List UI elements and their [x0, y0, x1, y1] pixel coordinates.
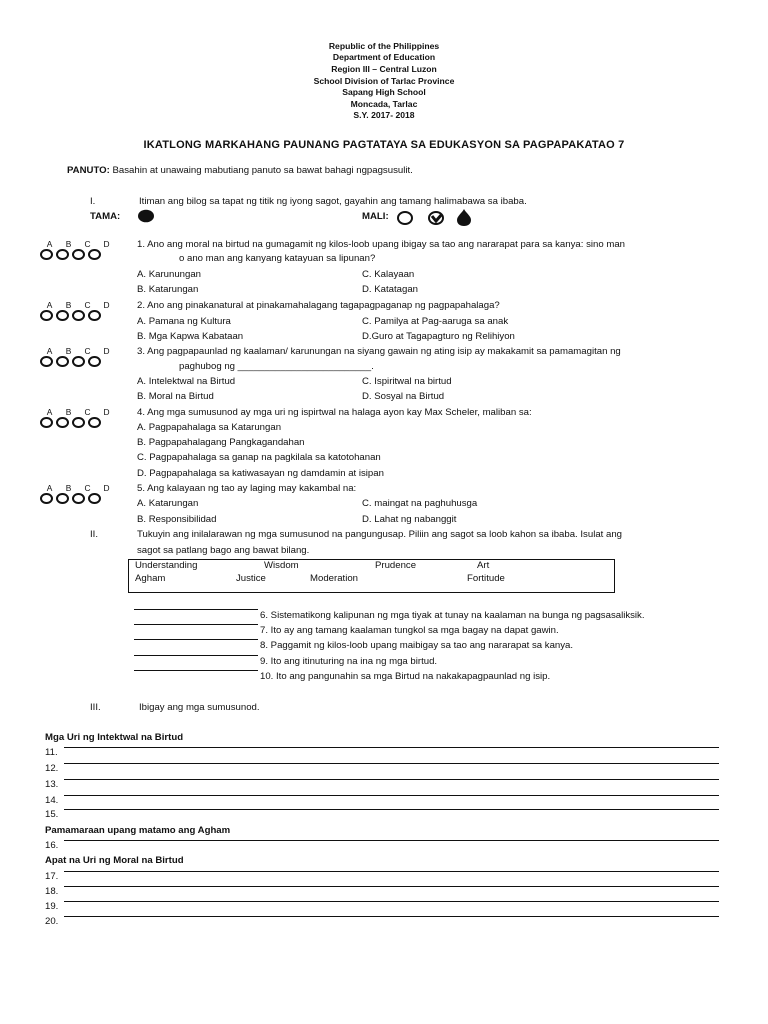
option-2a: A. Pamana ng Kultura [137, 316, 231, 327]
header-line-1: Republic of the Philippines [328, 41, 440, 51]
bubble-b[interactable] [56, 417, 69, 428]
answer-bubbles-q4 [40, 407, 116, 428]
bubble-letter: C [84, 407, 91, 417]
header-line-6: Moncada, Tarlac [350, 99, 418, 109]
option-5b: B. Responsibilidad [137, 514, 217, 525]
bubble-letter: A [46, 300, 53, 310]
bubble-a[interactable] [40, 356, 53, 367]
part3-instruction: Ibigay ang mga sumusunod. [139, 702, 260, 713]
option-3a: A. Intelektwal na Birtud [137, 376, 236, 387]
bubble-letter: D [103, 300, 110, 310]
panuto-label: PANUTO: [67, 165, 110, 176]
item-8: 8. Paggamit ng kilos-loob upang maibigay sa tao ang nararapat sa kanya. [260, 640, 574, 651]
bubble-letter: D [103, 407, 110, 417]
bubble-letter: B [65, 239, 72, 249]
bubble-b[interactable] [56, 493, 69, 504]
bubble-a[interactable] [40, 249, 53, 260]
option-4b: B. Pagpapahalagang Pangkagandahan [137, 437, 305, 448]
bubble-letter: A [46, 346, 53, 356]
option-4a: A. Pagpapahalaga sa Katarungan [137, 422, 282, 433]
answer-bubbles-q2 [40, 300, 116, 321]
answer-line-17[interactable] [64, 871, 719, 872]
page-title: IKATLONG MARKAHANG PAUNANG PAGTATAYA SA EDUKASYON SA PAGPAPAKATAO 7 [143, 139, 625, 151]
num-13: 13. [45, 779, 59, 790]
choices-box [128, 559, 615, 593]
choice-understanding: Understanding [135, 560, 198, 571]
mali-empty-circle-icon [398, 212, 412, 224]
answer-line-19[interactable] [64, 901, 719, 902]
mali-overfilled-circle-icon [457, 209, 471, 226]
choice-art: Art [477, 560, 490, 571]
bubble-c[interactable] [72, 310, 85, 321]
group2-title: Pamamaraan upang matamo ang Agham [45, 825, 231, 836]
option-2c: C. Pamilya at Pag-aaruga sa anak [362, 316, 509, 327]
item-10: 10. Ito ang pangunahin sa mga Birtud na nakakapagpaunlad ng isip. [260, 671, 551, 682]
panuto [67, 165, 413, 176]
answer-line-13[interactable] [64, 779, 719, 780]
part2-instruction-1: Tukuyin ang inilalarawan ng mga sumusunod na pangungusap. Piliin ang sagot sa loob kahon sa ibaba. Isulat ang [137, 529, 622, 540]
bubble-c[interactable] [72, 249, 85, 260]
question-2: 2. Ano ang pinakanatural at pinakamahalagang tagapagpaganap ng pagpapahalaga? [137, 300, 500, 311]
bubble-letter: C [84, 239, 91, 249]
header-line-7: S.Y. 2017- 2018 [353, 110, 415, 120]
bubble-letter: A [46, 407, 53, 417]
bubble-letter: C [84, 300, 91, 310]
tama-label: TAMA: [90, 211, 121, 222]
option-5c: C. maingat na paghuhusga [362, 498, 478, 509]
bubble-letter: B [65, 300, 72, 310]
num-20: 20. [45, 916, 59, 927]
bubble-a[interactable] [40, 493, 53, 504]
question-5: 5. Ang kalayaan ng tao ay laging may kakambal na: [137, 483, 357, 494]
question-1: 1. Ano ang moral na birtud na gumagamit ng kilos-loob upang ibigay sa tao ang nararapat para sa kanya: sino man [137, 239, 625, 250]
choice-fortitude: Fortitude [467, 573, 505, 584]
num-19: 19. [45, 901, 59, 912]
answer-bubbles-q1 [40, 239, 116, 260]
option-3b: B. Moral na Birtud [137, 391, 214, 402]
group1-title: Mga Uri ng Intektwal na Birtud [45, 732, 184, 743]
answer-line-15[interactable] [64, 809, 719, 810]
answer-line-11[interactable] [64, 747, 719, 748]
part1-roman: I. [90, 196, 96, 207]
item-6: 6. Sistematikong kalipunan ng mga tiyak at tunay na kaalaman na bunga ng pagsasaliksik. [260, 610, 645, 621]
bubble-letter: B [65, 483, 72, 493]
header-line-3: Region III – Central Luzon [331, 64, 437, 74]
bubble-a[interactable] [40, 310, 53, 321]
num-14: 14. [45, 795, 59, 806]
option-5a: A. Katarungan [137, 498, 199, 509]
option-1a: A. Karunungan [137, 269, 202, 280]
answer-line-14[interactable] [64, 795, 719, 796]
num-15: 15. [45, 809, 59, 820]
answer-blank-8[interactable] [134, 639, 258, 640]
answer-bubbles-q5 [40, 483, 116, 504]
option-4c: C. Pagpapahalaga sa ganap na pagkilala sa katotohanan [137, 452, 381, 463]
bubble-d[interactable] [88, 493, 101, 504]
answer-blank-6[interactable] [134, 609, 258, 610]
bubble-d[interactable] [88, 310, 101, 321]
num-17: 17. [45, 871, 59, 882]
answer-blank-7[interactable] [134, 624, 258, 625]
bubble-letter: B [65, 346, 72, 356]
answer-blank-10[interactable] [134, 670, 258, 671]
bubble-c[interactable] [72, 493, 85, 504]
option-2d: D.Guro at Tagapagturo ng Relihiyon [362, 331, 515, 342]
option-4d: D. Pagpapahalaga sa katiwasayan ng damdamin at isipan [137, 468, 384, 479]
option-5d: D. Lahat ng nabanggit [362, 514, 457, 525]
part2-instruction-2: sagot sa patlang bago ang bawat bilang. [137, 545, 310, 556]
item-9: 9. Ito ang itinuturing na ina ng mga birtud. [260, 656, 438, 667]
option-3d: D. Sosyal na Birtud [362, 391, 445, 402]
bubble-a[interactable] [40, 417, 53, 428]
option-1d: D. Katatagan [362, 284, 419, 295]
question-3-cont: paghubog ng _________________________. [179, 361, 374, 372]
bubble-letter: C [84, 483, 91, 493]
bubble-b[interactable] [56, 356, 69, 367]
question-1-cont: o ano man ang kanyang katayuan sa lipunan? [179, 253, 376, 264]
part2-roman: II. [90, 529, 98, 540]
bubble-d[interactable] [88, 356, 101, 367]
choice-moderation: Moderation [310, 573, 358, 584]
bubble-b[interactable] [56, 249, 69, 260]
bubble-d[interactable] [88, 417, 101, 428]
header-line-4: School Division of Tarlac Province [313, 76, 455, 86]
answer-bubbles-q3 [40, 346, 116, 367]
header-line-5: Sapang High School [342, 87, 426, 97]
answer-blank-9[interactable] [134, 655, 258, 656]
header-line-2: Department of Education [332, 52, 436, 62]
question-4: 4. Ang mga sumusunod ay mga uri ng ispirtwal na halaga ayon kay Max Scheler, maliban sa: [137, 407, 532, 418]
mali-label: MALI: [362, 211, 389, 222]
num-12: 12. [45, 763, 59, 774]
answer-line-20[interactable] [64, 916, 719, 917]
answer-line-12[interactable] [64, 763, 719, 764]
bubble-letter: A [46, 483, 53, 493]
option-1b: B. Katarungan [137, 284, 199, 295]
num-18: 18. [45, 886, 59, 897]
bubble-letter: A [46, 239, 53, 249]
num-16: 16. [45, 840, 59, 851]
bubble-b[interactable] [56, 310, 69, 321]
question-3: 3. Ang pagpapaunlad ng kaalaman/ karunungan na siyang gawain ng ating isip ay makakamit sa pamamagitan ng [137, 346, 621, 357]
bubble-c[interactable] [72, 356, 85, 367]
tama-example-icon [137, 209, 155, 228]
bubble-d[interactable] [88, 249, 101, 260]
choice-wisdom: Wisdom [264, 560, 299, 571]
part3-roman: III. [90, 702, 101, 713]
choice-justice: Justice [236, 573, 266, 584]
option-1c: C. Kalayaan [362, 269, 415, 280]
option-2b: B. Mga Kapwa Kabataan [137, 331, 244, 342]
mali-example-icons [396, 207, 481, 232]
bubble-letter: D [103, 483, 110, 493]
option-3c: C. Ispiritwal na birtud [362, 376, 452, 387]
bubble-letter: D [103, 239, 110, 249]
bubble-letter: D [103, 346, 110, 356]
part1-instruction: Itiman ang bilog sa tapat ng titik ng iyong sagot, gayahin ang tamang halimabawa sa ibaba. [139, 196, 527, 207]
item-7: 7. Ito ay ang tamang kaalaman tungkol sa mga bagay na dapat gawin. [260, 625, 559, 636]
mali-check-circle-icon [429, 212, 443, 224]
choice-agham: Agham [135, 573, 166, 584]
num-11: 11. [45, 747, 58, 758]
panuto-text: Basahin at unawaing mabutiang panuto sa bawat bahagi ngpagsusulit. [112, 165, 413, 176]
bubble-c[interactable] [72, 417, 85, 428]
bubble-letter: B [65, 407, 72, 417]
bubble-letter: C [84, 346, 91, 356]
answer-line-18[interactable] [64, 886, 719, 887]
answer-line-16[interactable] [64, 840, 719, 841]
group3-title: Apat na Uri ng Moral na Birtud [45, 855, 184, 866]
choice-prudence: Prudence [375, 560, 417, 571]
